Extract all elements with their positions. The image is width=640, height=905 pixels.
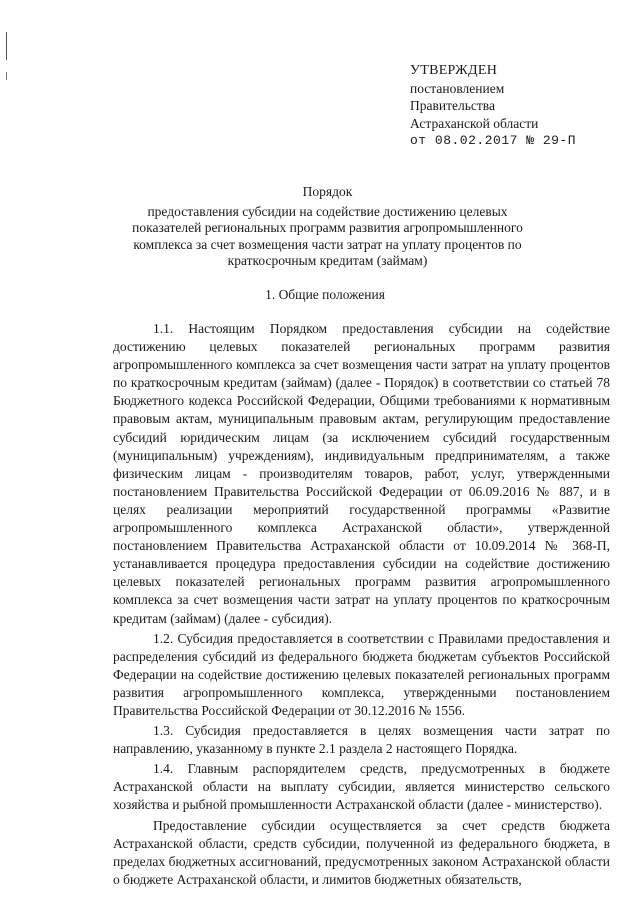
document-heading bbox=[130, 184, 525, 270]
scan-margin-mark bbox=[6, 72, 7, 80]
document-subtitle: предоставления субсидии на содействие достижению целевых показателей региональных программ развития агропромышленного комплекса за счет возмещения части затрат на уплату процентов по краткосрочным кредитам (займам) bbox=[132, 203, 523, 268]
paragraph: 1.1. Настоящим Порядком предоставления субсидии на содействие достижению целевых показателей региональных программ развития агропромышленного комплекса за счет возмещения части затрат на уплату процентов по краткосрочным кредитам (займам) (далее - Порядок) в соответствии со статьей 78 Бюджетного кодекса Российской Федерации, Общими требованиями к нормативным правовым актам, муниципальным правовым актам, регулирующим предоставление субсидий юридическим лицам (за исключением субсидий государственным (муниципальным) учреждениям), индивидуальным предпринимателям, а также физическим лицам - производителям товаров, работ, услуг, утвержденными постановлением Правительства Российской Федерации от 06.09.2016 № 887, и в целях реализации мероприятий государственной программы «Развитие агропромышленного комплекса Астраханской области», утвержденной постановлением Правительства Астраханской области от 10.09.2014 № 368-П, устанавливается процедура предоставления субсидии на содействие достижению целевых показателей региональных программ развития агропромышленного комплекса за счет возмещения части затрат на уплату процентов по краткосрочным кредитам (займам) (далее - субсидия). bbox=[113, 321, 610, 626]
document-title: Порядок bbox=[302, 184, 353, 199]
approval-date: от 08.02.2017 № 29-П bbox=[410, 133, 577, 148]
section-title: 1. Общие положения bbox=[265, 287, 385, 302]
paragraph: 1.4. Главным распорядителем средств, предусмотренных в бюджете Астраханской области на выплату субсидии, является министерство сельского хозяйства и рыбной промышленности Астраханской области (далее - министерство). bbox=[113, 761, 610, 813]
paragraph: 1.3. Субсидия предоставляется в целях возмещения части затрат по направлению, указанному в пункте 2.1 раздела 2 настоящего Порядка. bbox=[113, 723, 610, 757]
approval-stamp bbox=[410, 62, 576, 150]
document-body bbox=[113, 320, 610, 891]
approval-line: постановлением bbox=[410, 80, 505, 96]
approval-line: Астраханской области bbox=[410, 115, 539, 131]
paragraph: 1.2. Субсидия предоставляется в соответствии с Правилами предоставления и распределения субсидий из федерального бюджета бюджетам субъектов Российской Федерации на содействие достижению целевых показателей региональных программ развития агропромышленного комплекса, утвержденными постановлением Правительства Российской Федерации от 30.12.2016 № 1556. bbox=[113, 630, 610, 718]
scan-margin-mark bbox=[6, 32, 7, 60]
approval-title: УТВЕРЖДЕН bbox=[410, 63, 498, 78]
approval-line: Правительства bbox=[410, 98, 495, 113]
paragraph: Предоставление субсидии осуществляется за счет средств бюджета Астраханской области, средств субсидии, полученной из федерального бюджета, в пределах бюджетных ассигнований, предусмотренных законом Астраханской области о бюджете Астраханской области, и лимитов бюджетных обязательств, bbox=[113, 817, 610, 887]
